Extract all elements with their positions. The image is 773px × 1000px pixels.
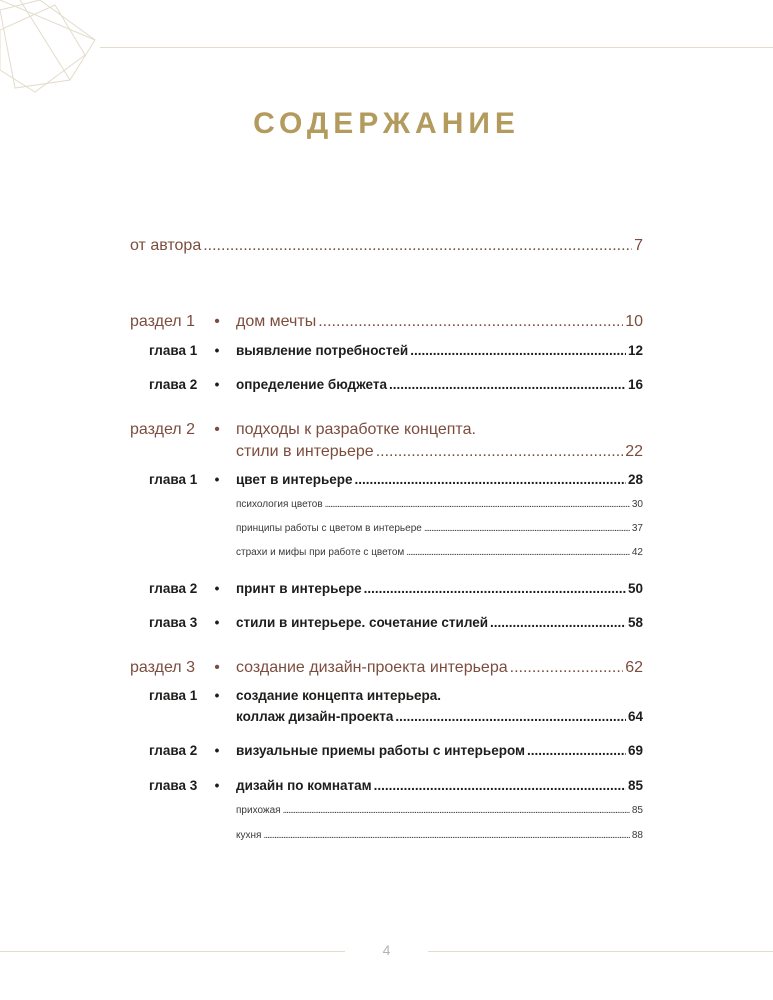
entry-title: выявление потребностей — [236, 343, 409, 358]
entry-page: 62 — [625, 659, 643, 676]
bullet: • — [214, 343, 220, 358]
entry-title: дом мечты — [236, 313, 317, 330]
leader-dots — [355, 472, 626, 487]
bullet: • — [214, 421, 220, 438]
toc-entry-chapter[interactable] — [236, 343, 643, 358]
entry-title: определение бюджета — [236, 377, 387, 392]
entry-page: 88 — [631, 830, 643, 841]
bullet: • — [214, 581, 220, 596]
leader-dots — [490, 615, 626, 630]
chapter-title-line1[interactable]: создание концепта интерьера. — [236, 688, 442, 703]
entry-page: 16 — [627, 377, 643, 392]
leader-dots — [389, 377, 626, 392]
toc-entry-section-2[interactable] — [236, 443, 643, 461]
geometric-corner-ornament — [0, 0, 110, 95]
toc-entry-chapter[interactable] — [236, 581, 643, 596]
bullet: • — [214, 688, 220, 703]
leader-dots — [318, 313, 623, 331]
page-title: СОДЕРЖАНИЕ — [253, 107, 520, 140]
entry-page: 12 — [627, 343, 643, 358]
section-title-line1[interactable]: подходы к разработке концепта. — [236, 421, 476, 438]
entry-title: визуальные приемы работы с интерьером — [236, 743, 526, 758]
chapter-label: глава 2 — [149, 377, 198, 392]
chapter-label: глава 1 — [149, 343, 198, 358]
bullet: • — [214, 778, 220, 793]
toc-entry-chapter[interactable] — [236, 743, 643, 758]
page-number: 4 — [382, 942, 391, 958]
entry-page: 37 — [631, 523, 643, 534]
bullet: • — [214, 377, 220, 392]
entry-title: стили в интерьере — [236, 443, 374, 460]
entry-page: 10 — [625, 313, 643, 330]
toc-entry-chapter[interactable] — [236, 615, 643, 630]
section-label: раздел 3 — [130, 659, 195, 676]
section-label: раздел 2 — [130, 421, 195, 438]
leader-dots — [510, 659, 624, 677]
entry-title: принт в интерьере — [236, 581, 362, 596]
chapter-label: глава 3 — [149, 615, 198, 630]
toc-entry-subchapter[interactable] — [236, 830, 643, 841]
toc-entry-chapter[interactable] — [236, 472, 643, 487]
entry-page: 30 — [631, 499, 643, 510]
bullet: • — [214, 743, 220, 758]
entry-page: 85 — [627, 778, 643, 793]
entry-page: 64 — [627, 709, 643, 724]
entry-title: дизайн по комнатам — [236, 778, 372, 793]
entry-title: цвет в интерьере — [236, 472, 353, 487]
chapter-label: глава 2 — [149, 581, 198, 596]
toc-entry-chapter[interactable] — [236, 709, 643, 724]
leader-dots — [374, 778, 626, 793]
entry-title: создание дизайн-проекта интерьера — [236, 659, 508, 676]
bullet: • — [214, 615, 220, 630]
entry-page: 7 — [634, 237, 643, 254]
entry-page: 42 — [631, 547, 643, 558]
entry-title: прихожая — [236, 805, 281, 816]
entry-page: 85 — [631, 805, 643, 816]
entry-title: стили в интерьере. сочетание стилей — [236, 615, 489, 630]
leader-dots — [424, 523, 630, 534]
entry-title: кухня — [236, 830, 262, 841]
leader-dots — [283, 805, 630, 816]
toc-entry-subchapter[interactable] — [236, 547, 643, 558]
bullet: • — [214, 659, 220, 676]
entry-title: принципы работы с цветом в интерьере — [236, 523, 422, 534]
entry-title: психология цветов — [236, 499, 323, 510]
chapter-label: глава 1 — [149, 688, 198, 703]
toc-entry-subchapter[interactable] — [236, 499, 643, 510]
toc-entry-section-1[interactable] — [236, 313, 643, 331]
entry-page: 58 — [627, 615, 643, 630]
toc-entry-section-3[interactable] — [236, 659, 643, 677]
bullet: • — [214, 313, 220, 330]
leader-dots — [325, 499, 630, 510]
toc-entry-subchapter[interactable] — [236, 523, 643, 534]
bullet: • — [214, 472, 220, 487]
top-rule — [100, 47, 773, 48]
leader-dots — [410, 343, 626, 358]
leader-dots — [203, 237, 632, 255]
leader-dots — [406, 547, 630, 558]
bottom-rule-right — [428, 951, 773, 952]
toc-entry-from-author[interactable] — [130, 237, 643, 255]
entry-title: от автора — [130, 237, 202, 254]
entry-title: страхи и мифы при работе с цветом — [236, 547, 405, 558]
leader-dots — [263, 830, 629, 841]
chapter-label: глава 1 — [149, 472, 198, 487]
entry-title: коллаж дизайн-проекта — [236, 709, 394, 724]
chapter-label: глава 2 — [149, 743, 198, 758]
entry-page: 22 — [625, 443, 643, 460]
entry-page: 50 — [627, 581, 643, 596]
leader-dots — [527, 743, 626, 758]
section-label: раздел 1 — [130, 313, 195, 330]
entry-page: 28 — [627, 472, 643, 487]
toc-entry-chapter[interactable] — [236, 778, 643, 793]
leader-dots — [395, 709, 626, 724]
leader-dots — [364, 581, 626, 596]
bottom-rule-left — [0, 951, 345, 952]
entry-page: 69 — [627, 743, 643, 758]
leader-dots — [376, 443, 624, 461]
toc-entry-subchapter[interactable] — [236, 805, 643, 816]
chapter-label: глава 3 — [149, 778, 198, 793]
toc-entry-chapter[interactable] — [236, 377, 643, 392]
